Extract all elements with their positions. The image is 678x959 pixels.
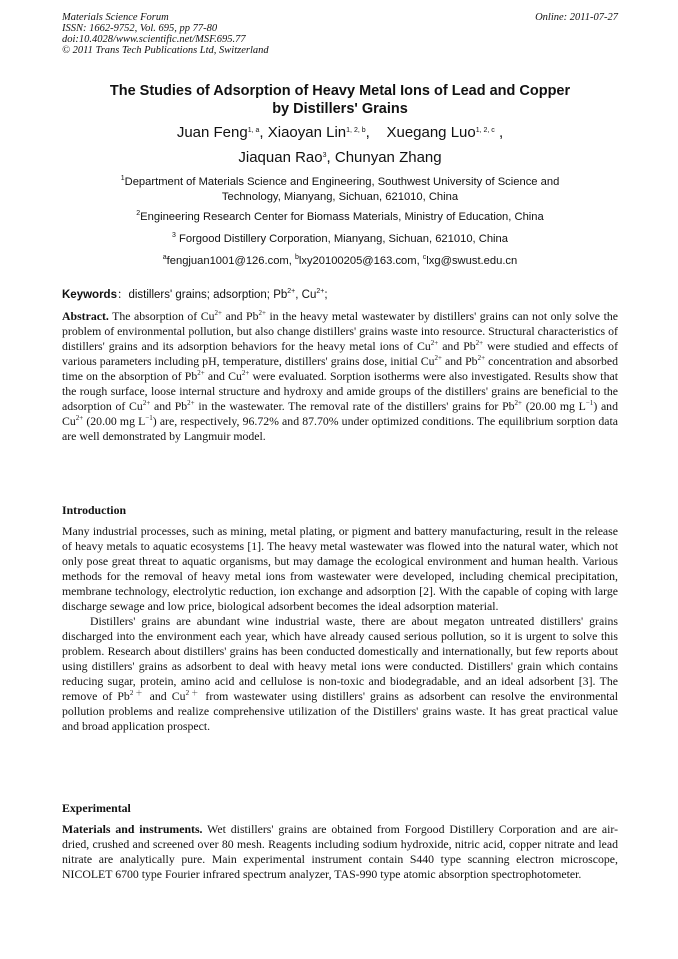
abstract-text: were studied and effects of various parameters including pH, temperature, distillers' grains dose, initial Cu bbox=[62, 339, 618, 368]
paper-title bbox=[62, 82, 618, 118]
author-affiliation-mark: 1, 2, c bbox=[475, 127, 495, 134]
author-separator: , bbox=[326, 149, 335, 166]
abstract-text: in the wastewater. The removal rate of the distillers' grains for Pb bbox=[194, 399, 515, 413]
issn-line: ISSN: 1662-9752, Vol. 695, pp 77-80 bbox=[62, 23, 218, 34]
affiliation-mark: 3 bbox=[172, 232, 176, 239]
charge-sup: 2+ bbox=[75, 414, 84, 422]
abstract-text: and Pb bbox=[221, 309, 259, 323]
charge-sup: 2+ bbox=[214, 309, 222, 317]
paragraph-text: Wet distillers' grains are obtained from Forgood Distillery Corporation and are air-dried, crushed and screened over 80 mesh. Reagents including sodium hydroxide, nitric acid, copper nitrate and lead nitrate are analytically pure. Main experimental instrument contain S440 type scanning electron microscope, NICOLET 6700 type Fourier infrared spectrum analyzer, TAS-990 type atomic absorption spectrophotometer. bbox=[62, 822, 618, 881]
doi-line: doi:10.4028/www.scientific.net/MSF.695.77 bbox=[62, 34, 246, 45]
charge-sup: 2+ bbox=[142, 399, 151, 407]
abstract-text: and Cu bbox=[204, 369, 242, 383]
journal-header bbox=[62, 12, 618, 23]
author-name: Xiaoyan Lin bbox=[267, 124, 347, 141]
experimental-section bbox=[62, 822, 618, 882]
affiliation-text: Engineering Research Center for Biomass Materials, Ministry of Education, China bbox=[140, 211, 544, 223]
charge-sup: 2+ bbox=[241, 369, 250, 377]
affiliation-text: Forgood Distillery Corporation, Mianyang, Sichuan, 621010, China bbox=[175, 233, 508, 245]
author-name: Juan Feng bbox=[176, 124, 248, 141]
experimental-paragraph bbox=[62, 822, 618, 882]
abstract bbox=[62, 309, 618, 444]
author-affiliation-mark: 3 bbox=[322, 152, 327, 159]
paragraph-text: and Cu bbox=[144, 689, 186, 703]
charge-sup: 2+ bbox=[187, 399, 195, 407]
email-mark: b bbox=[294, 254, 299, 261]
affiliation-text: Technology, Mianyang, Sichuan, 621010, China bbox=[221, 191, 459, 203]
abstract-text: (20.00 mg L bbox=[83, 414, 146, 428]
journal-name: Materials Science Forum bbox=[62, 12, 169, 23]
author-emails bbox=[62, 254, 618, 269]
author-line-2 bbox=[62, 148, 618, 168]
abstract-text: were evaluated. Sorption isotherms were also investigated. Results show that the rough surface, loose internal structure and hydroxy and amide groups of the distillers' grains are beneficial to the adsorption of Cu bbox=[62, 369, 619, 413]
email-mark: a bbox=[162, 254, 167, 261]
introduction-heading: Introduction bbox=[62, 503, 127, 517]
author-affiliation-mark: 1, 2, b bbox=[346, 127, 366, 134]
paragraph-text: Distillers' grains are abundant wine industrial waste, there are about megaton untreated distillers' grains discharged into the environment each year, which have already caused serious pollution, so it is urgent to solve this problem. Research about distillers' grains has been conducted domestically and internationally, but few reports about using distillers' grains as adsorbent to deal with heavy metal ions were conducted. Distillers' grain which contains reducing sugar, protein, amino acid and cellulose is non-toxic and biodegradable, and an ideal adsorbent [3]. The remove of Pb bbox=[62, 614, 618, 703]
abstract-text: in the heavy metal wastewater by distillers' grains can not only solve the problem of environmental pollution, but also change distillers' grains waste into resource. Structural characteristics of distillers' grains and its adsorption behaviors for the heavy metal ions of Cu bbox=[62, 309, 618, 353]
charge-sup: 2+ bbox=[197, 369, 205, 377]
introduction-section bbox=[62, 524, 618, 734]
email-link[interactable]: lxg@swust.edu.cn bbox=[426, 255, 518, 267]
charge-sup: 2+ bbox=[287, 288, 296, 295]
keywords-label: Keywords bbox=[62, 289, 117, 301]
author-name: Jiaquan Rao bbox=[238, 149, 323, 166]
charge-sup: 2+ bbox=[514, 399, 522, 407]
abstract-label: Abstract. bbox=[62, 309, 109, 323]
charge-sup: 2+ bbox=[475, 339, 484, 347]
charge-sup: 2+ bbox=[258, 309, 266, 317]
affiliation-mark: 2 bbox=[136, 210, 141, 217]
title-line-2: by Distillers' Grains bbox=[272, 101, 408, 117]
keywords-text: , Cu bbox=[295, 289, 317, 301]
abstract-text: ) and Cu bbox=[62, 399, 618, 428]
runin-heading: Materials and instruments. bbox=[62, 822, 203, 836]
affiliation-mark: 1 bbox=[120, 175, 125, 182]
abstract-text: The absorption of Cu bbox=[108, 309, 215, 323]
author-affiliation-mark: 1, a bbox=[247, 127, 260, 134]
affiliation-3 bbox=[62, 232, 618, 247]
unit-sup: −1 bbox=[145, 414, 153, 422]
charge-sup: 2＋ bbox=[129, 689, 145, 697]
abstract-text: and Pb bbox=[150, 399, 188, 413]
unit-sup: −1 bbox=[585, 399, 594, 407]
abstract-paragraph bbox=[62, 309, 618, 444]
keywords-text: ; bbox=[324, 289, 328, 301]
paragraph-text: from wastewater using distillers' grains as adsorbent can resolve the environmental pollution problems and realize comprehensive utilization of the Distillers' grains waste. It has great practical value and broad application prospect. bbox=[62, 689, 619, 733]
author-line-1 bbox=[62, 123, 618, 143]
charge-sup: 2+ bbox=[477, 354, 486, 362]
charge-sup: 2+ bbox=[316, 288, 325, 295]
affiliation-text: Department of Materials Science and Engineering, Southwest University of Science and bbox=[124, 176, 560, 188]
keywords-text: distillers' grains; adsorption; Pb bbox=[128, 289, 288, 301]
abstract-text: and Pb bbox=[442, 354, 478, 368]
email-link[interactable]: lxy20100205@163.com, bbox=[298, 255, 423, 267]
charge-sup: 2+ bbox=[430, 339, 439, 347]
keywords-separator: ： bbox=[116, 289, 129, 301]
keywords bbox=[62, 288, 618, 303]
affiliation-1 bbox=[62, 175, 618, 205]
introduction-paragraph-1: Many industrial processes, such as mining, metal plating, or pigment and battery manufacturing, result in the release of heavy metals to aquatic ecosystems [1]. The heavy metal wastewater was flowed into the natural water, which not only pose great threat to aquatic organisms, but may damage the ecological environment and human health. Various methods for the removal of heavy metal ions from wastewater were developed, including chemical precipitation, membrane technology, electrolytic reduction, ion exchange and adsorption [2]. With the capable of coping with large discharge sewage and low price, biological adsorbent becomes the ideal adsorption material. bbox=[62, 524, 618, 613]
affiliation-2 bbox=[62, 210, 618, 225]
charge-sup: 2＋ bbox=[185, 689, 201, 697]
abstract-text: ) are, respectively, 96.72% and 87.70% under optimized conditions. The equilibrium sorption data are well demonstrated by Langmuir model. bbox=[62, 414, 618, 443]
author-name: Xuegang Luo bbox=[386, 124, 476, 141]
email-mark: c bbox=[422, 254, 427, 261]
abstract-text: (20.00 mg L bbox=[521, 399, 586, 413]
email-link[interactable]: fengjuan1001@126.com, bbox=[166, 255, 295, 267]
author-separator: , bbox=[494, 124, 504, 141]
copyright-line: © 2011 Trans Tech Publications Ltd, Switzerland bbox=[62, 45, 269, 56]
abstract-text: concentration and absorbed time on the absorption of Pb bbox=[62, 354, 618, 383]
introduction-paragraph-2 bbox=[62, 614, 618, 734]
author-separator: , bbox=[259, 124, 268, 141]
author-separator: , bbox=[365, 124, 387, 141]
online-date: Online: 2011-07-27 bbox=[535, 12, 618, 23]
charge-sup: 2+ bbox=[434, 354, 442, 362]
author-name: Chunyan Zhang bbox=[334, 149, 442, 166]
experimental-heading: Experimental bbox=[62, 801, 131, 815]
abstract-text: and Pb bbox=[438, 339, 476, 353]
title-line-1: The Studies of Adsorption of Heavy Metal Ions of Lead and Copper bbox=[109, 83, 571, 99]
